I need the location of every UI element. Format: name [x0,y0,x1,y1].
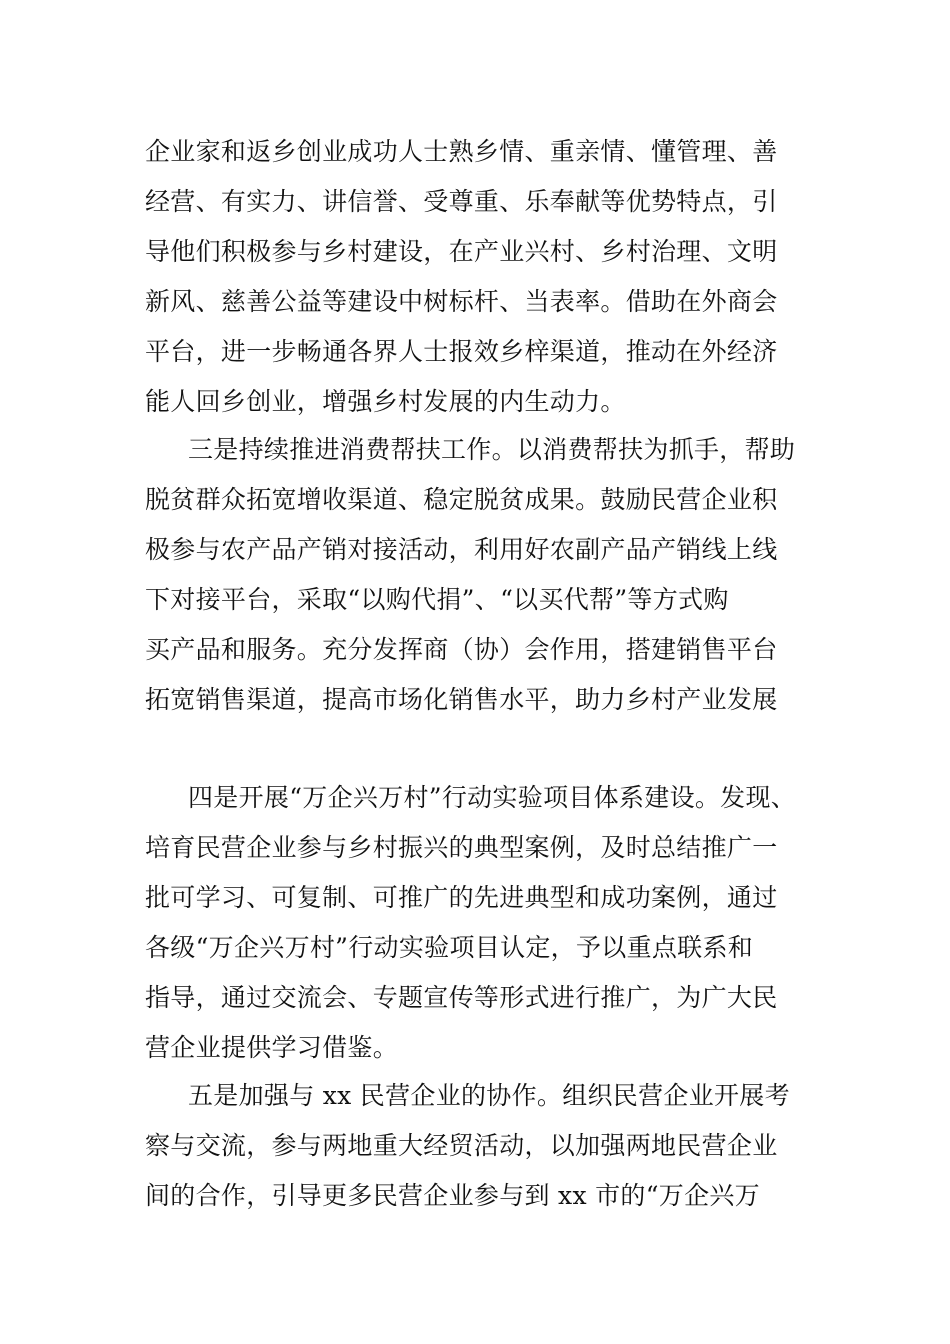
text-line: 间的合作，引导更多民营企业参与到 xx 市的“万企兴万 [145,1181,760,1210]
text-line: 平台，进一步畅通各界人士报效乡梓渠道，推动在外经济 [145,337,778,366]
text-line: 买产品和服务。充分发挥商（协）会作用，搭建销售平台 [145,635,778,664]
paragraph-5-start: 五是加强与 xx 民营企业的协作。组织民营企业开展考 [188,1081,790,1110]
text-line: 培育民营企业参与乡村振兴的典型案例，及时总结推广一 [145,833,778,862]
paragraph-3-start: 三是持续推进消费帮扶工作。以消费帮扶为抓手，帮助 [188,435,796,464]
text-line: 经营、有实力、讲信誉、受尊重、乐奉献等优势特点，引 [145,187,778,216]
text-line: 导他们积极参与乡村建设，在产业兴村、乡村治理、文明 [145,237,778,266]
text-line: 能人回乡创业，增强乡村发展的内生动力。 [145,387,626,416]
text-line: 企业家和返乡创业成功人士熟乡情、重亲情、懂管理、善 [145,137,778,166]
text-line: 拓宽销售渠道，提高市场化销售水平，助力乡村产业发展 [145,685,778,714]
text-line: 营企业提供学习借鉴。 [145,1033,399,1062]
text-line: 各级“万企兴万村”行动实验项目认定，予以重点联系和 [145,933,754,962]
text-line: 新风、慈善公益等建设中树标杆、当表率。借助在外商会 [145,287,778,316]
text-line: 极参与农产品产销对接活动，利用好农副产品产销线上线 [145,535,778,564]
text-line: 指导，通过交流会、专题宣传等形式进行推广，为广大民 [145,983,778,1012]
text-line: 批可学习、可复制、可推广的先进典型和成功案例，通过 [145,883,778,912]
paragraph-4-start: 四是开展“万企兴万村”行动实验项目体系建设。发现、 [188,783,797,812]
text-line: 下对接平台，采取“以购代捐”、“以买代帮”等方式购 [145,585,729,614]
text-line: 察与交流，参与两地重大经贸活动，以加强两地民营企业 [145,1131,778,1160]
text-line: 脱贫群众拓宽增收渠道、稳定脱贫成果。鼓励民营企业积 [145,485,778,514]
